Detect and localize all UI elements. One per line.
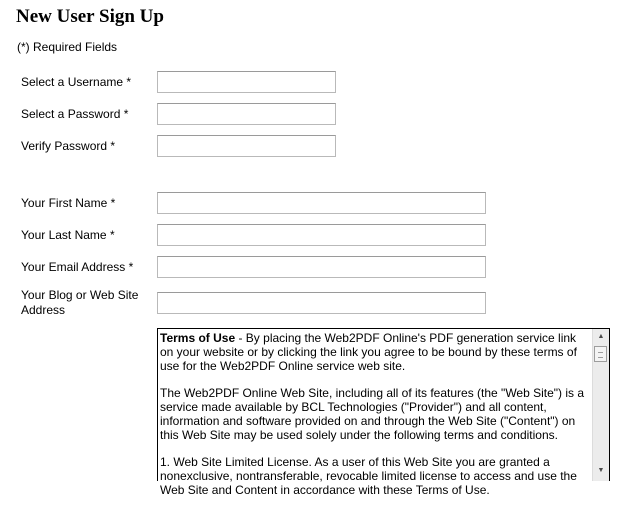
username-input[interactable] — [157, 71, 336, 93]
website-input[interactable] — [157, 292, 486, 314]
last-name-label: Your Last Name * — [21, 228, 115, 242]
username-label: Select a Username * — [21, 75, 132, 89]
email-label: Your Email Address * — [21, 260, 134, 274]
verify-password-input[interactable] — [157, 135, 336, 157]
last-name-input[interactable] — [157, 224, 486, 246]
terms-scrollbar[interactable] — [592, 329, 609, 481]
terms-heading: Terms of Use — [160, 331, 236, 345]
first-name-input[interactable] — [157, 192, 486, 214]
scroll-down-arrow-icon[interactable]: ▼ — [597, 467, 605, 474]
terms-paragraph-1 — [160, 331, 592, 373]
terms-paragraph-3: 1. Web Site Limited License. As a user of this Web Site you are granted a nonexclusive, nontransferable, revocable limited license to access and use the Web Site and Content in accordance with these Terms of Use. — [160, 455, 577, 497]
website-label — [21, 288, 138, 318]
scroll-thumb[interactable] — [594, 346, 607, 362]
website-label-line1: Your Blog or Web Site — [21, 288, 139, 302]
first-name-label: Your First Name * — [21, 196, 116, 210]
terms-paragraph-2: The Web2PDF Online Web Site, including all of its features (the "Web Site") is a service made available by BCL Technologies ("Provider") and all content, information and software provided on and through the Web Site ("Content") on this Web Site may be used solely under the following terms and conditions. — [160, 386, 585, 442]
page-title: New User Sign Up — [16, 6, 164, 27]
scroll-up-arrow-icon[interactable]: ▲ — [597, 333, 605, 340]
terms-intro: - By placing the Web2PDF Online's PDF generation service link on your website or by clicking the link you agree to be bound by these terms of use for the Web2PDF Online service web site. — [160, 331, 577, 373]
terms-of-use-box[interactable] — [157, 328, 610, 497]
email-input[interactable] — [157, 256, 486, 278]
password-input[interactable] — [157, 103, 336, 125]
verify-password-label: Verify Password * — [21, 139, 116, 153]
terms-of-use-text — [160, 331, 592, 510]
password-label: Select a Password * — [21, 107, 129, 121]
website-label-line2: Address — [21, 303, 66, 317]
required-fields-note: (*) Required Fields — [17, 40, 118, 54]
